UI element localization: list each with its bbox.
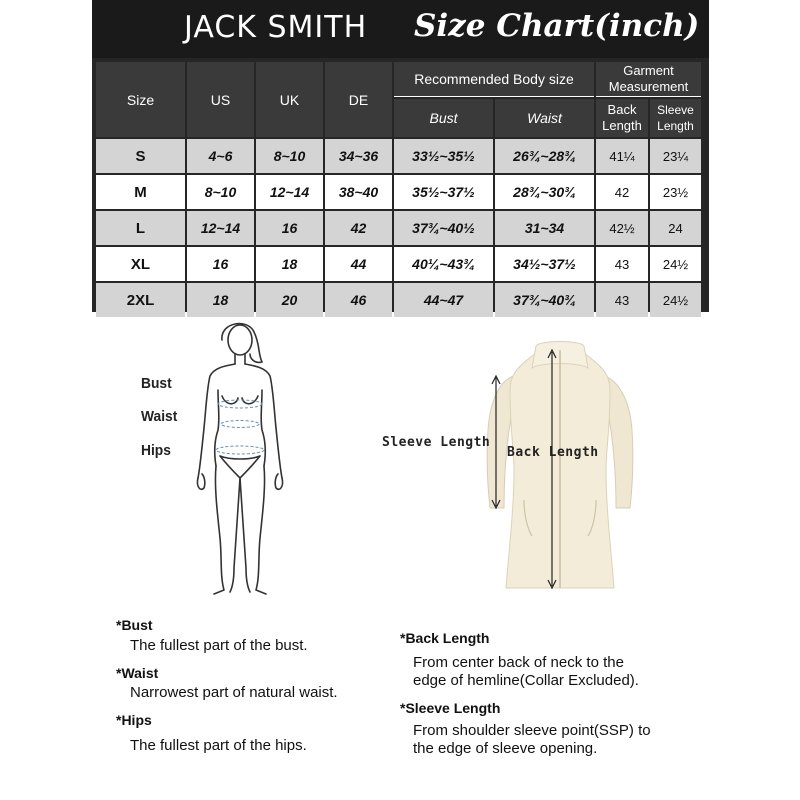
cell-size: S [96,139,185,173]
size-table [94,60,703,319]
cell-back-length: 42½ [596,211,648,245]
size-chart [92,0,709,312]
cell-sleeve-length: 24½ [650,247,701,281]
cell-sleeve-length: 23½ [650,175,701,209]
coat-illustration [470,340,650,600]
cell-us: 16 [187,247,254,281]
cell-back-length: 41¼ [596,139,648,173]
def-back-text-1: From center back of neck to the [413,654,624,671]
header-back-line2: Length [602,118,642,133]
label-sleeve-length: Sleeve Length [382,435,491,450]
cell-waist: 34½~37½ [495,247,594,281]
cell-uk: 8~10 [256,139,323,173]
def-waist-text: Narrowest part of natural waist. [130,684,338,701]
header-sleeve-line2: Length [657,119,694,133]
brand-name: JACK SMITH [184,10,368,45]
header-recommended: Recommended Body size [394,62,594,97]
def-hips-text: The fullest part of the hips. [130,737,307,754]
table-row [96,175,701,209]
cell-waist: 37¾~40¾ [495,283,594,317]
cell-size: L [96,211,185,245]
cell-waist: 31~34 [495,211,594,245]
cell-sleeve-length: 23¼ [650,139,701,173]
label-back-length: Back Length [507,445,599,460]
def-sleeve-text-1: From shoulder sleeve point(SSP) to [413,722,651,739]
cell-de: 44 [325,247,392,281]
cell-uk: 12~14 [256,175,323,209]
cell-us: 18 [187,283,254,317]
table-row [96,211,701,245]
cell-back-length: 42 [596,175,648,209]
cell-uk: 20 [256,283,323,317]
header-us: US [187,62,254,137]
chart-title: Size Chart(inch) [414,8,700,44]
cell-size: XL [96,247,185,281]
header-size: Size [96,62,185,137]
cell-sleeve-length: 24 [650,211,701,245]
header-de: DE [325,62,392,137]
cell-waist: 28¾~30¾ [495,175,594,209]
cell-waist: 26¾~28¾ [495,139,594,173]
def-sleeve-title: *Sleeve Length [400,700,501,716]
def-back-title: *Back Length [400,630,490,646]
cell-back-length: 43 [596,247,648,281]
table-row [96,283,701,317]
cell-de: 34~36 [325,139,392,173]
header-garment-line1: Garment [623,63,674,78]
cell-de: 42 [325,211,392,245]
cell-back-length: 43 [596,283,648,317]
cell-de: 46 [325,283,392,317]
cell-uk: 18 [256,247,323,281]
def-hips-title: *Hips [116,712,152,728]
cell-us: 12~14 [187,211,254,245]
cell-size: 2XL [96,283,185,317]
header-garment [596,62,701,97]
header-waist: Waist [495,99,594,137]
cell-bust: 33½~35½ [394,139,493,173]
table-row [96,247,701,281]
header-back-length [596,99,648,137]
label-bust: Bust [141,375,172,392]
cell-bust: 40¼~43¾ [394,247,493,281]
header-bust: Bust [394,99,493,137]
cell-uk: 16 [256,211,323,245]
cell-de: 38~40 [325,175,392,209]
def-bust-title: *Bust [116,617,153,633]
cell-sleeve-length: 24½ [650,283,701,317]
header-back-line1: Back [607,102,637,117]
def-bust-text: The fullest part of the bust. [130,637,308,654]
header-uk: UK [256,62,323,137]
def-sleeve-text-2: the edge of sleeve opening. [413,740,598,757]
table-row [96,139,701,173]
body-figure-illustration [180,318,300,600]
cell-us: 8~10 [187,175,254,209]
cell-us: 4~6 [187,139,254,173]
cell-size: M [96,175,185,209]
header-sleeve-line1: Sleeve [657,103,694,117]
label-waist: Waist [141,408,178,425]
def-back-text-2: edge of hemline(Collar Excluded). [413,672,639,689]
header-garment-line2: Measurement [608,79,689,94]
label-hips: Hips [141,442,171,459]
cell-bust: 44~47 [394,283,493,317]
def-waist-title: *Waist [116,665,159,681]
cell-bust: 37¾~40½ [394,211,493,245]
header-sleeve-length [650,99,701,137]
cell-bust: 35½~37½ [394,175,493,209]
